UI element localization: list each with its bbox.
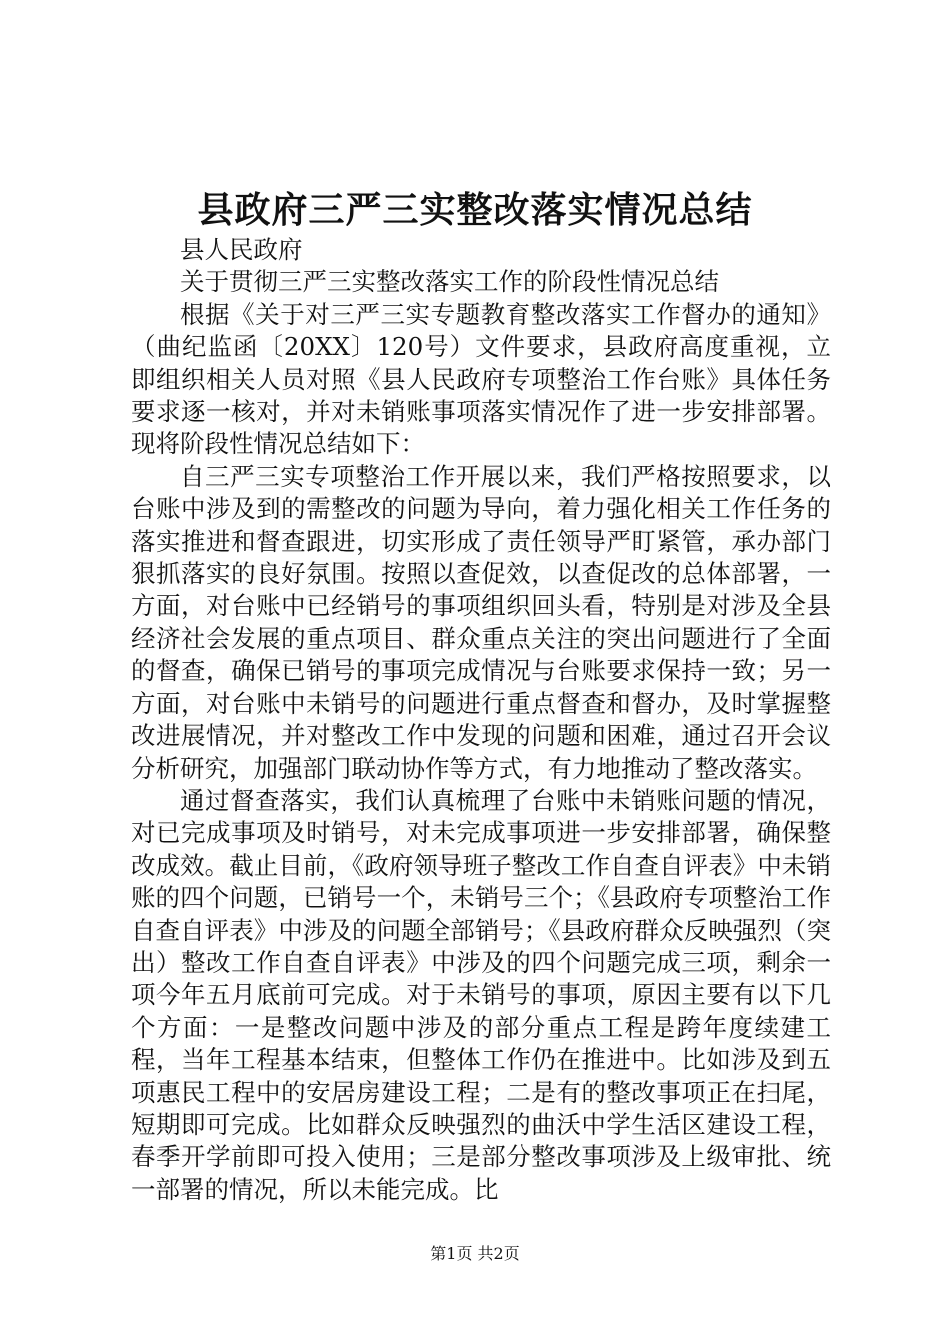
body-paragraph: 通过督查落实，我们认真梳理了台账中未销账问题的情况，对已完成事项及时销号，对未完成事项进一步安排部署，确保整改成效。截止目前，《政府领导班子整改工作自查自评表》中未销账的四个问题，已销号一个，未销号三个；《县政府专项整治工作自查自评表》中涉及的问题全部销号；《县政府群众反映强烈（突出）整改工作自查自评表》中涉及的四个问题完成三项，剩余一项今年五月底前可完成。对于未销号的事项，原因主要有以下几个方面：一是整改问题中涉及的部分重点工程是跨年度续建工程，当年工程基本结束，但整体工作仍在推进中。比如涉及到五项惠民工程中的安居房建设工程；二是有的整改事项正在扫尾，短期即可完成。比如群众反映强烈的曲沃中学生活区建设工程，春季开学前即可投入使用；三是部分整改事项涉及上级审批、统一部署的情况，所以未能完成。比 [131, 785, 831, 1204]
document-body [131, 234, 831, 1206]
body-paragraph: 根据《关于对三严三实专题教育整改落实工作督办的通知》（曲纪监函〔20XX〕120号）文件要求，县政府高度重视，立即组织相关人员对照《县人民政府专项整治工作台账》具体任务要求逐一核对，并对未销账事项落实情况作了进一步安排部署。现将阶段性情况总结如下： [131, 299, 831, 459]
document-title: 县政府三严三实整改落实情况总结 [197, 189, 753, 231]
page-number-footer: 第1页 共2页 [430, 1244, 520, 1263]
document-subtitle: 关于贯彻三严三实整改落实工作的阶段性情况总结 [180, 267, 719, 297]
body-paragraph: 自三严三实专项整治工作开展以来，我们严格按照要求，以台账中涉及到的需整改的问题为导向，着力强化相关工作任务的落实推进和督查跟进，切实形成了责任领导严盯紧管，承办部门狠抓落实的良好氛围。按照以查促效，以查促改的总体部署，一方面，对台账中已经销号的事项组织回头看，特别是对涉及全县经济社会发展的重点项目、群众重点关注的突出问题进行了全面的督查，确保已销号的事项完成情况与台账要求保持一致；另一方面，对台账中未销号的问题进行重点督查和督办，及时掌握整改进展情况，并对整改工作中发现的问题和困难，通过召开会议分析研究，加强部门联动协作等方式，有力地推动了整改落实。 [131, 461, 831, 783]
issuing-organization: 县人民政府 [180, 235, 303, 264]
